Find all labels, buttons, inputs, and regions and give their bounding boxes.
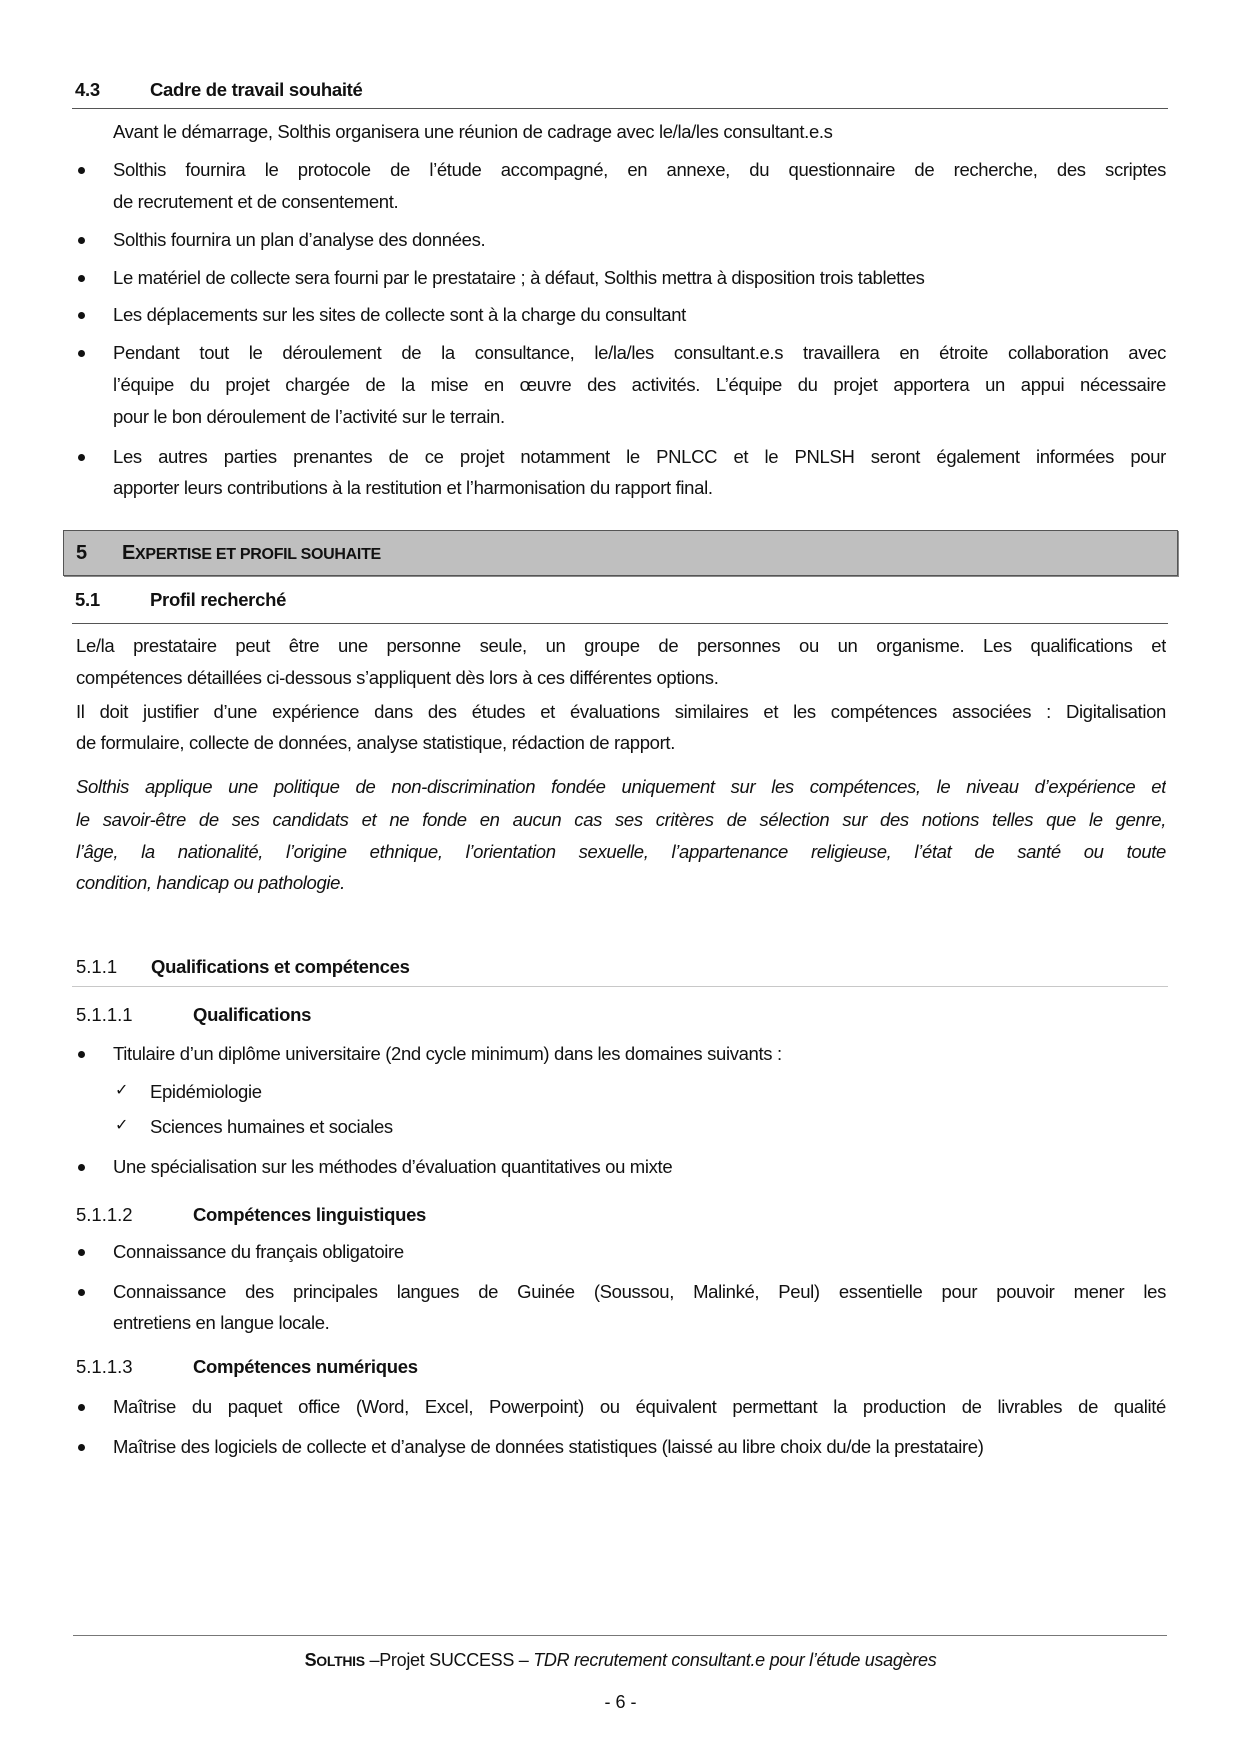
paragraph-line: de formulaire, collecte de données, analyse statistique, rédaction de rapport.: [76, 732, 675, 753]
heading-title: Compétences numériques: [193, 1356, 418, 1377]
bullet-icon: [78, 312, 85, 319]
heading-number: 4.3: [75, 79, 100, 100]
heading-number: 5.1.1.2: [76, 1204, 133, 1225]
footer-brand: [305, 1650, 365, 1670]
footer-brand-rest: OLTHIS: [316, 1653, 365, 1669]
footer-text: [0, 1648, 1241, 1673]
list-item-line: Une spécialisation sur les méthodes d’évaluation quantitatives ou mixte: [113, 1156, 673, 1177]
heading-number: 5.1.1.1: [76, 1004, 133, 1025]
policy-line: l’âge, la nationalité, l’origine ethnique, l’orientation sexuelle, l’appartenance religieuse, l’état de santé ou toute: [76, 841, 1166, 862]
list-item-line: pour le bon déroulement de l’activité sur le terrain.: [113, 406, 505, 427]
bullet-icon: [78, 1444, 85, 1451]
checkmark-icon: ✓: [115, 1115, 129, 1134]
list-item-line: Connaissance du français obligatoire: [113, 1241, 404, 1262]
heading-title: Profil recherché: [150, 589, 287, 610]
heading-title: Qualifications: [193, 1004, 312, 1025]
section-title-initial: E: [122, 542, 136, 564]
paragraph-line: compétences détaillées ci-dessous s’appliquent dès lors à ces différentes options.: [76, 667, 719, 688]
list-item-line: l’équipe du projet chargée de la mise en œuvre des activités. L’équipe du projet apportera un appui nécessaire: [113, 374, 1166, 395]
policy-line: condition, handicap ou pathologie.: [76, 872, 345, 893]
footer-separator: –: [514, 1650, 534, 1670]
policy-line: le savoir-être de ses candidats et ne fonde en aucun cas ses critères de sélection sur des notions telles que le genre,: [76, 809, 1166, 830]
heading-rule: [72, 986, 1168, 987]
heading-rule: [72, 108, 1168, 109]
section-title: [122, 540, 381, 568]
list-item-line: Le matériel de collecte sera fourni par le prestataire ; à défaut, Solthis mettra à disposition trois tablettes: [113, 267, 925, 288]
checkmark-icon: ✓: [115, 1080, 129, 1099]
intro-paragraph: Avant le démarrage, Solthis organisera une réunion de cadrage avec le/la/les consultant.e.s: [113, 121, 833, 142]
heading-number: 5.1: [75, 589, 100, 610]
sub-list-item: Sciences humaines et sociales: [150, 1116, 393, 1137]
heading-title: Qualifications et compétences: [151, 956, 410, 977]
footer-rule: [73, 1635, 1167, 1636]
heading-title: Cadre de travail souhaité: [150, 79, 363, 100]
list-item-line: Solthis fournira le protocole de l’étude accompagné, en annexe, du questionnaire de recherche, des scriptes: [113, 159, 1166, 180]
footer-brand-initial: S: [304, 1650, 317, 1670]
footer-doc-title: TDR recrutement consultant.e pour l’étude usagères: [533, 1650, 937, 1670]
paragraph-line: Il doit justifier d’une expérience dans des études et évaluations similaires et les compétences associées : Digitalisation: [76, 701, 1166, 722]
bullet-icon: [78, 1051, 85, 1058]
bullet-icon: [78, 1249, 85, 1256]
page-number: - 6 -: [604, 1692, 637, 1712]
list-item-line: Maîtrise du paquet office (Word, Excel, Powerpoint) ou équivalent permettant la production de livrables de qualité: [113, 1396, 1166, 1417]
bullet-icon: [78, 454, 85, 461]
bullet-icon: [78, 350, 85, 357]
list-item-line: Titulaire d’un diplôme universitaire (2nd cycle minimum) dans les domaines suivants :: [113, 1043, 782, 1064]
bullet-icon: [78, 237, 85, 244]
list-item-line: Solthis fournira un plan d’analyse des données.: [113, 229, 486, 250]
list-item-line: Les déplacements sur les sites de collecte sont à la charge du consultant: [113, 304, 686, 325]
bullet-icon: [78, 1404, 85, 1411]
list-item-line: Maîtrise des logiciels de collecte et d’analyse de données statistiques (laissé au libre choix du/de la prestataire): [113, 1436, 984, 1457]
heading-rule: [72, 623, 1168, 624]
sub-list-item: Epidémiologie: [150, 1081, 262, 1102]
footer-separator: –: [364, 1650, 380, 1670]
list-item-line: Connaissance des principales langues de Guinée (Soussou, Malinké, Peul) essentielle pour pouvoir mener les: [113, 1281, 1166, 1302]
paragraph-line: Le/la prestataire peut être une personne seule, un groupe de personnes ou un organisme. Les qualifications et: [76, 635, 1166, 656]
bullet-icon: [78, 1289, 85, 1296]
section-5-header: [63, 530, 1178, 576]
list-item-line: entretiens en langue locale.: [113, 1312, 330, 1333]
list-item-line: de recrutement et de consentement.: [113, 191, 399, 212]
bullet-icon: [78, 167, 85, 174]
heading-title: Compétences linguistiques: [193, 1204, 427, 1225]
list-item-line: Les autres parties prenantes de ce projet notamment le PNLCC et le PNLSH seront également informées pour: [113, 446, 1166, 467]
policy-line: Solthis applique une politique de non-discrimination fondée uniquement sur les compétences, le niveau d’expérience et: [76, 776, 1166, 797]
list-item-line: apporter leurs contributions à la restitution et l’harmonisation du rapport final.: [113, 477, 713, 498]
bullet-icon: [78, 275, 85, 282]
heading-number: 5.1.1.3: [76, 1356, 133, 1377]
section-number: 5: [76, 542, 88, 564]
bullet-icon: [78, 1164, 85, 1171]
section-title-rest: XPERTISE ET PROFIL SOUHAITE: [135, 546, 381, 563]
heading-number: 5.1.1: [76, 956, 118, 977]
footer-project: Projet SUCCESS: [379, 1650, 515, 1670]
list-item-line: Pendant tout le déroulement de la consultance, le/la/les consultant.e.s travaillera en étroite collaboration avec: [113, 342, 1166, 363]
